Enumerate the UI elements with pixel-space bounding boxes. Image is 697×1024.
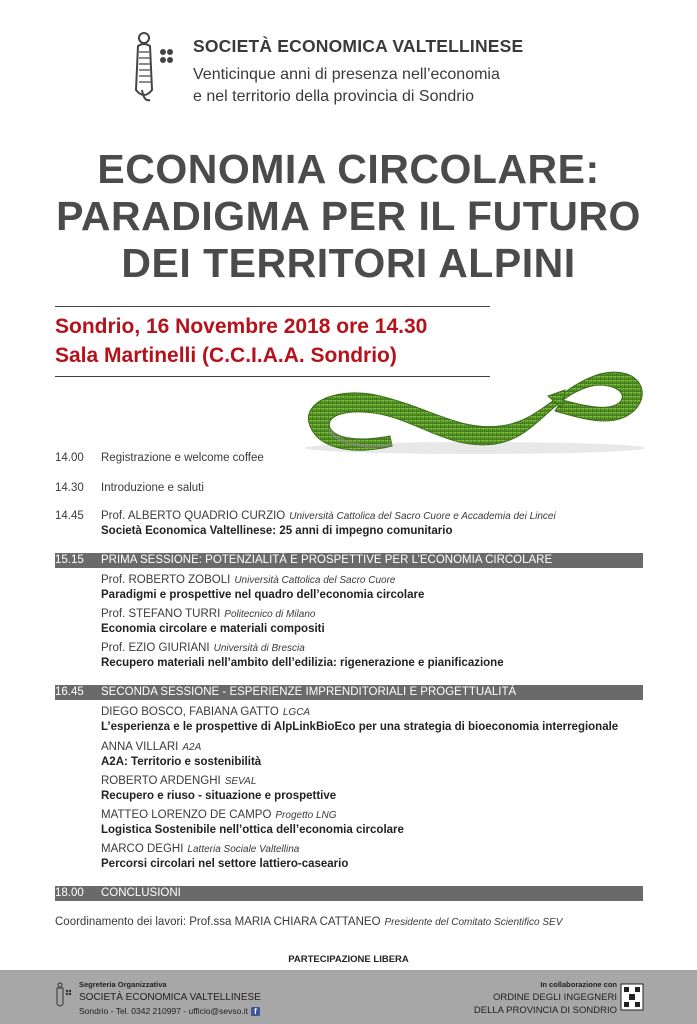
time-registration: 14.00 <box>55 452 84 464</box>
s1-talk: Economia circolare e materiali compositi <box>101 623 325 635</box>
s1-speaker: Prof. ROBERTO ZOBOLI <box>101 574 231 586</box>
s1-affiliation: Università Cattolica del Sacro Cuore <box>234 575 396 586</box>
closing-label: CONCLUSIONI <box>101 887 181 899</box>
s1-speaker-line <box>101 608 315 620</box>
footer-partner-line-1: ORDINE DEGLI INGEGNERI <box>492 992 617 1003</box>
time-intro: 14.30 <box>55 482 84 494</box>
s2-speaker: ANNA VILLARI <box>101 741 179 753</box>
opening-speaker-line <box>101 510 556 522</box>
s2-affiliation: Latteria Sociale Valtellina <box>187 844 300 855</box>
coordination-role: Presidente del Comitato Scientifico SEV <box>384 917 563 928</box>
opening-speaker: Prof. ALBERTO QUADRIO CURZIO <box>101 510 286 522</box>
infinity-grass-icon <box>300 356 650 456</box>
s1-affiliation: Politecnico di Milano <box>224 609 316 620</box>
session-2-bar <box>55 685 643 700</box>
footer-secretary-label: Segreteria Organizzativa <box>79 980 167 989</box>
top-rule <box>55 306 490 307</box>
s2-speaker: MARCO DEGHI <box>101 843 184 855</box>
s2-talk: L’esperienza e le prospettive di AlpLinkBioEco per una strategia di bioeconomia interregionale <box>101 721 619 733</box>
closing-bar <box>55 886 643 901</box>
session-1-label: PRIMA SESSIONE: POTENZIALITÀ E PROSPETTIVE PER L’ECONOMIA CIRCOLARE <box>101 554 553 566</box>
time-opening: 14.45 <box>55 510 84 522</box>
closing-time: 18.00 <box>55 887 84 899</box>
s2-speaker-line <box>101 741 201 753</box>
s2-speaker-line <box>101 809 337 821</box>
s2-affiliation: SEVAL <box>224 776 257 787</box>
footer-contact: Sondrio - Tel. 0342 210997 - ufficio@sevso.it <box>79 1006 248 1016</box>
footer-org: SOCIETÀ ECONOMICA VALTELLINESE <box>79 992 261 1003</box>
intro-text: Introduzione e saluti <box>101 482 204 494</box>
sev-logo-icon <box>55 982 73 1010</box>
s2-speaker-line <box>101 843 299 855</box>
sev-logo-icon <box>130 30 182 106</box>
org-subtitle-line-1: Venticinque anni di presenza nell’economia <box>193 66 500 83</box>
s1-speaker-line <box>101 574 396 586</box>
session-2-time: 16.45 <box>55 686 84 698</box>
coordination-text: Coordinamento dei lavori: Prof.ssa MARIA CHIARA CATTANEO <box>55 916 381 928</box>
footer-collab-label: In collaborazione con <box>540 980 617 989</box>
session-1-time: 15.15 <box>55 554 84 566</box>
s2-speaker: DIEGO BOSCO, FABIANA GATTO <box>101 706 279 718</box>
session-1-bar <box>55 553 643 568</box>
s2-speaker-line <box>101 706 310 718</box>
org-name: SOCIETÀ ECONOMICA VALTELLINESE <box>193 36 524 56</box>
opening-affiliation: Università Cattolica del Sacro Cuore e Accademia dei Lincei <box>289 511 556 522</box>
title-line-1: ECONOMIA CIRCOLARE: <box>97 146 600 192</box>
facebook-icon[interactable]: f <box>251 1007 260 1016</box>
session-2-label: SECONDA SESSIONE - ESPERIENZE IMPRENDITORIALI E PROGETTUALITÀ <box>101 686 517 698</box>
title-line-2: PARADIGMA PER IL FUTURO <box>56 193 641 239</box>
registration-text: Registrazione e welcome coffee <box>101 452 264 464</box>
s2-affiliation: A2A <box>182 742 202 753</box>
opening-talk: Società Economica Valtellinese: 25 anni di impegno comunitario <box>101 525 453 537</box>
s2-talk: Percorsi circolari nel settore lattiero-caseario <box>101 858 349 870</box>
s1-talk: Paradigmi e prospettive nel quadro dell’economia circolare <box>101 589 425 601</box>
s1-speaker: Prof. EZIO GIURIANI <box>101 642 210 654</box>
title-line-3: DEI TERRITORI ALPINI <box>121 240 576 286</box>
s1-speaker: Prof. STEFANO TURRI <box>101 608 221 620</box>
s1-speaker-line <box>101 642 305 654</box>
event-venue: Sala Martinelli (C.C.I.A.A. Sondrio) <box>55 344 397 367</box>
s2-speaker-line <box>101 775 256 787</box>
s2-speaker: ROBERTO ARDENGHI <box>101 775 221 787</box>
s2-talk: A2A: Territorio e sostenibilità <box>101 756 262 768</box>
coordination <box>55 916 562 928</box>
s2-affiliation: LGCA <box>282 707 311 718</box>
crest-icon <box>620 983 644 1011</box>
participation: PARTECIPAZIONE LIBERA <box>288 954 409 965</box>
s1-talk: Recupero materiali nell’ambito dell’edilizia: rigenerazione e pianificazione <box>101 657 504 669</box>
org-subtitle <box>193 64 500 108</box>
footer-partner-line-2: DELLA PROVINCIA DI SONDRIO <box>473 1005 617 1016</box>
s2-affiliation: Progetto LNG <box>275 810 337 821</box>
org-subtitle-line-2: e nel territorio della provincia di Sondrio <box>193 88 475 105</box>
event-date-time: Sondrio, 16 Novembre 2018 ore 14.30 <box>55 315 428 338</box>
s2-talk: Recupero e riuso - situazione e prospettive <box>101 790 337 802</box>
s2-speaker: MATTEO LORENZO DE CAMPO <box>101 809 272 821</box>
s1-affiliation: Università di Brescia <box>213 643 305 654</box>
footer-contact-line <box>79 1006 260 1016</box>
s2-talk: Logistica Sostenibile nell’ottica dell’economia circolare <box>101 824 404 836</box>
